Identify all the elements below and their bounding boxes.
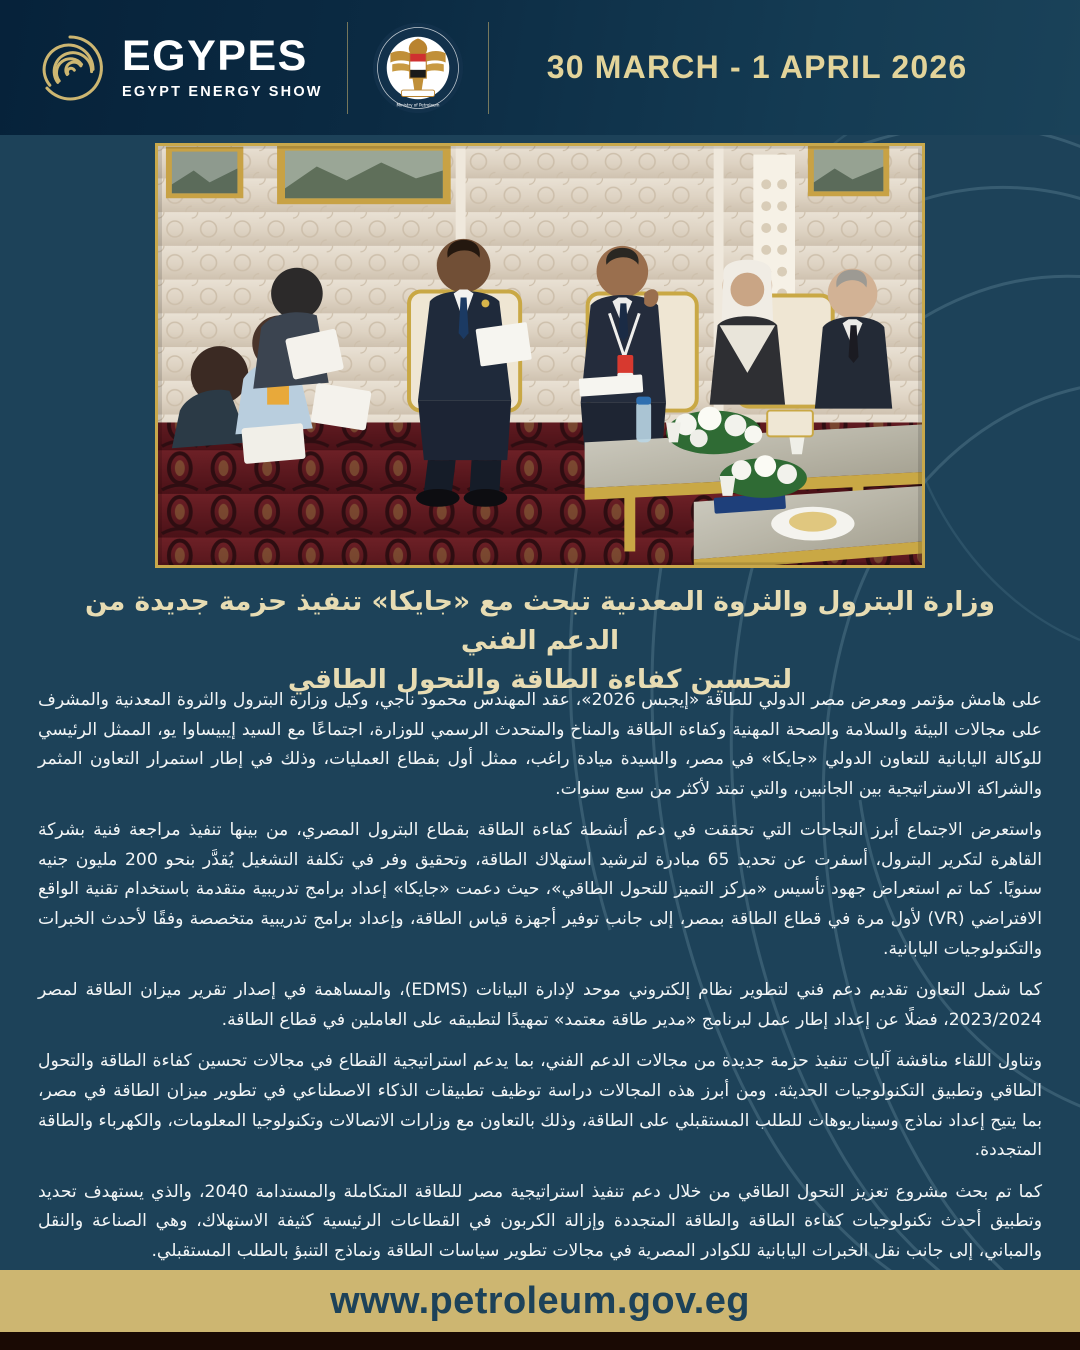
header-divider-left: [347, 22, 348, 114]
footer-bottom-strip: [0, 1332, 1080, 1350]
spiral-logo-icon: [34, 32, 106, 104]
headline-line-1: وزارة البترول والثروة المعدنية تبحث مع «جايكا» تنفيذ حزمة جديدة من الدعم الفني: [84, 586, 996, 657]
footer-bar: [0, 1270, 1080, 1332]
egypt-eagle-emblem-icon: [372, 22, 464, 114]
meeting-photo-image: [158, 146, 922, 565]
article-paragraph: على هامش مؤتمر ومعرض مصر الدولي للطاقة «إيجبس 2026»، عقد المهندس محمود ناجي، وكيل وزارة البترول والثروة المعدنية والمشرف على مجالات البيئة والسلامة والصحة المهنية وكفاءة الطاقة والمناخ والمتحدث الرسمي للوزارة، اجتماعًا مع السيد إيبيساوا يو، الممثل الرئيسي للوكالة اليابانية للتعاون الدولي «جايكا» في مصر، والسيدة ميادة راغب، ممثل أول بقطاع العمليات، وذلك في إطار استمرار التعاون المثمر والشراكة الاستراتيجية بين الجانبين، والتي تمتد لأكثر من سبع سنوات.: [38, 690, 1043, 799]
meeting-photo: [155, 143, 925, 568]
headline: [60, 582, 1020, 700]
header-divider-right: [488, 22, 489, 114]
brand-name: EGYPES: [122, 32, 308, 81]
poster-header: [0, 0, 1080, 135]
headline-line-2: لتحسين كفاءة الطاقة والتحول الطاقي: [287, 664, 793, 696]
brand-tagline: EGYPT ENERGY SHOW: [122, 84, 323, 101]
article-paragraph: وتناول اللقاء مناقشة آليات تنفيذ حزمة جديدة من مجالات الدعم الفني، بما يدعم استراتيجية القطاع في مجالات تحسين كفاءة الطاقة والتحول الطاقي وتطبيق التكنولوجيات الحديثة. ومن أبرز هذه المجالات دراسة توظيف تطبيقات الذكاء الاصطناعي في تطوير ميزان الطاقة في مصر، بما يتيح إعداد نماذج وسيناريوهات للطلب المستقبلي على الطاقة، وذلك بالتعاون مع وزارات الاتصالات وتكنولوجيا المعلومات، والكهرباء والطاقة المتجددة.: [38, 1051, 1042, 1161]
svg-text:Ministry of Petroleum: Ministry of Petroleum: [396, 102, 440, 108]
website-url[interactable]: www.petroleum.gov.eg: [330, 1279, 750, 1322]
egypes-brand-block: [0, 32, 323, 104]
article-body: [38, 686, 1042, 1266]
article-paragraph: واستعرض الاجتماع أبرز النجاحات التي تحققت في دعم أنشطة كفاءة الطاقة بقطاع البترول المصري، من بينها تنفيذ مراجعة فنية بشركة القاهرة لتكرير البترول، أسفرت عن تحديد 65 مبادرة لترشيد استهلاك الطاقة، وتحقيق وفر في تكلفة التشغيل يُقدَّر بنحو 200 مليون جنيه سنويًا. كما تم استعراض جهود تأسيس «مركز التميز للتحول الطاقي»، حيث دعمت «جايكا» إعداد برامج تدريبية متقدمة باستخدام تقنية الواقع الافتراضي (VR) لأول مرة في قطاع الطاقة بمصر، إلى جانب توفير أجهزة قياس الطاقة، وإعداد برامج تدريبية متخصصة وفقًا لأحدث الخبرات والتكنولوجيات اليابانية.: [38, 820, 1043, 959]
egypes-wordmark: [122, 32, 323, 101]
event-date: 30 MARCH - 1 APRIL 2026: [546, 49, 968, 85]
article-paragraph: كما شمل التعاون تقديم دعم فني لتطوير نظام إلكتروني موحد لإدارة البيانات (EDMS)، والمساهمة في إصدار تقرير ميزان الطاقة لمصر 2023/2024، فضلًا عن إعداد إطار عمل لبرنامج «مدير طاقة معتمد» تمهيدًا لتطبيقه على العاملين في قطاع الطاقة.: [38, 980, 1042, 1030]
article-paragraph: كما تم بحث مشروع تعزيز التحول الطاقي من خلال دعم تنفيذ استراتيجية مصر للطاقة المتكاملة والمستدامة 2040، والذي يستهدف تحديد وتطبيق أحدث تكنولوجيات كفاءة الطاقة والطاقة المتجددة وإزالة الكربون في القطاعات الرئيسية كثيفة الاستهلاك، وهي الصناعة والنقل والمباني، إلى جانب نقل الخبرات اليابانية للكوادر المصرية في مجالات تطوير سياسات الطاقة ونماذج التنبؤ بالطلب المستقبلي.: [38, 1181, 1043, 1261]
